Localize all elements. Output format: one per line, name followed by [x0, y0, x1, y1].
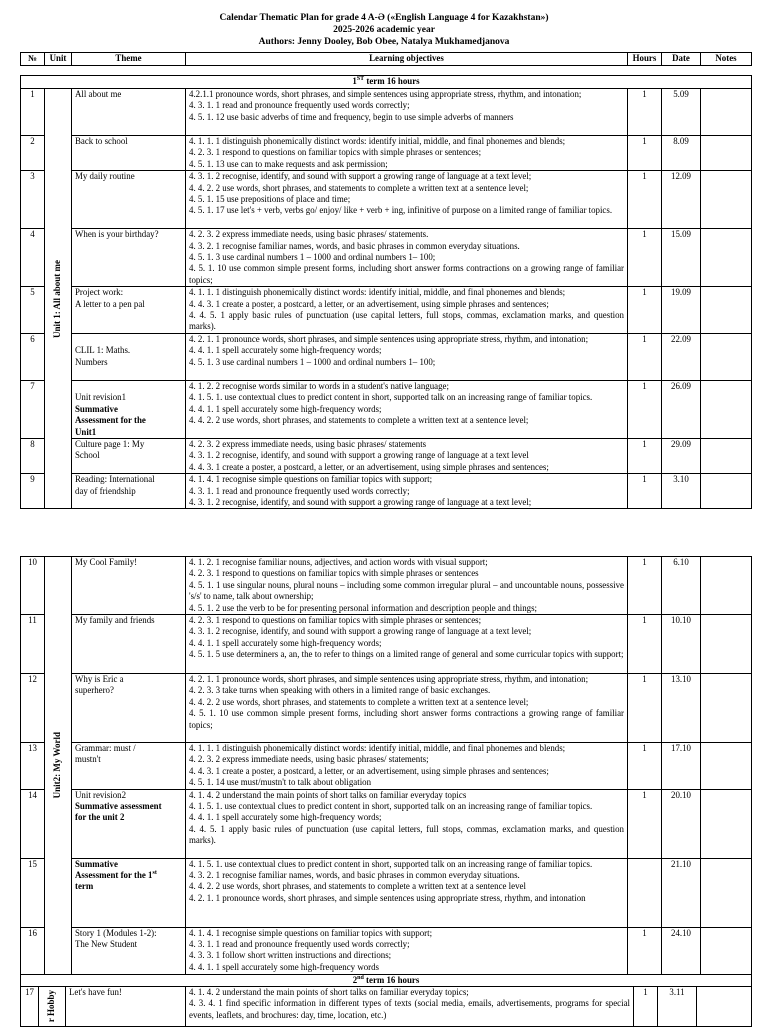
objective-item: 4. 3. 1. 2 recognise, identify, and sound with support a growing range of language at a text level;: [189, 496, 532, 507]
objective-item: 4. 4. 1. 1 spell accurately some high-frequency words;: [189, 403, 382, 414]
date-value: 12.09: [662, 171, 701, 229]
row-number: 16: [21, 927, 45, 974]
table-row: [21, 438, 752, 473]
table-row: [21, 171, 752, 229]
theme-line: Let's have fun!: [69, 987, 122, 997]
objective-item: 4. 3. 4. 1 find specific information in different types of texts (social media, emails, advertisements, programs for special events, leaflets, and brochures: day, time, location, etc.): [189, 998, 630, 1020]
objective-item: 4. 1. 1. 1 distinguish phonemically distinct words: identify initial, middle, and final phonemes and blends;: [189, 136, 566, 146]
unit-title: Unit2: My World: [52, 732, 63, 799]
date-value: 5.09: [662, 89, 701, 136]
lesson-theme: [72, 557, 186, 615]
lesson-theme: [72, 674, 186, 743]
theme-line: [75, 334, 182, 345]
objective-item: 4. 4. 3. 1 create a poster, a postcard, a letter, or an advertisement, using simple phrases and sentences;: [189, 461, 549, 472]
table-row: [21, 789, 752, 858]
notes-cell: [701, 333, 752, 380]
academic-year: 2025-2026 academic year: [333, 25, 435, 35]
objective-item: 4. 2. 1. 1 pronounce words, short phrases, and simple sentences using appropriate stress, rhythm, and intonation;: [189, 674, 589, 685]
theme-line: School: [75, 450, 100, 461]
objective-item: 4. 5. 1. 10 use common simple present forms, including short answer forms contractions a growing range of familiar topics;: [189, 708, 624, 730]
hours-value: [628, 858, 662, 927]
date-value: 20.10: [662, 789, 701, 858]
row-number: 13: [21, 743, 45, 790]
hours-value: 1: [628, 89, 662, 136]
term-banner-1: 1ST term 16 hours: [21, 76, 752, 89]
row-number: 6: [21, 333, 45, 380]
objective-item: 4. 1. 5. 1. use contextual clues to predict content in short, supported talk on an increasing range of familiar topics.: [189, 858, 593, 869]
theme-line: Unit revision1: [75, 392, 127, 403]
term-banner-2: 2nd term 16 hours: [21, 974, 752, 986]
objective-item: 4. 3. 1. 1 read and pronounce frequently used words correctly;: [189, 939, 410, 950]
objective-item: 4. 3. 1. 1 read and pronounce frequently used words correctly;: [189, 485, 410, 496]
table-row: [21, 927, 752, 974]
hours-value: 1: [628, 474, 662, 509]
hours-value: 1: [628, 615, 662, 674]
row-number: 2: [21, 136, 45, 171]
objective-item: 4. 5. 1. 3 use cardinal numbers 1 – 1000 and ordinal numbers 1– 100;: [189, 252, 436, 263]
lesson-theme: [72, 171, 186, 229]
objective-item: 4. 3. 1. 2 recognise, identify, and sound with support a growing range of language at a text level;: [189, 171, 532, 182]
learning-objectives: [186, 229, 628, 287]
objective-item: 4. 4. 5. 1 apply basic rules of punctuation (use capital letters, full stops, commas, exclamation marks, and question marks).: [189, 310, 624, 332]
hours-value: 1: [628, 674, 662, 743]
table-row: [21, 557, 752, 615]
theme-bold-line: Assessment for the: [75, 415, 146, 426]
table-row: [21, 615, 752, 674]
table-row: [21, 858, 752, 927]
objective-item: 4. 1. 4. 2 understand the main points of short talks on familiar everyday topics;: [189, 987, 469, 997]
row-number: 10: [21, 557, 45, 615]
learning-objectives: [186, 171, 628, 229]
objective-item: 4. 5. 1. 13 use can to make requests and ask permission;: [189, 158, 388, 169]
theme-bold-line: term: [75, 881, 94, 892]
row-number: 3: [21, 171, 45, 229]
notes-cell: [701, 858, 752, 927]
objective-item: 4. 4. 1. 1 spell accurately some high-frequency words: [189, 961, 380, 972]
objective-item: 4. 3. 1. 2 recognise, identify, and sound with support a growing range of language at a text level: [189, 450, 529, 461]
date-value: 8.09: [662, 136, 701, 171]
learning-objectives: [186, 136, 628, 171]
theme-bold-line: Assessment for the 1st: [75, 870, 157, 881]
notes-cell: [701, 474, 752, 509]
row-number: 4: [21, 229, 45, 287]
table-row: [21, 89, 752, 136]
theme-line: A letter to a pen pal: [75, 298, 145, 309]
learning-objectives: [186, 615, 628, 674]
objective-item: 4. 2. 3. 2 express immediate needs, using basic phrases/ statements.: [189, 229, 429, 240]
document-header: [0, 12, 768, 48]
learning-objectives: [186, 557, 628, 615]
col-header-notes: Notes: [701, 53, 752, 66]
notes-cell: [701, 229, 752, 287]
col-header-num: №: [21, 53, 45, 66]
objective-item: 4. 1. 5. 1. use contextual clues to predict content in short, supported talk on an increasing range of familiar topics.: [189, 801, 593, 812]
theme-line: When is your birthday?: [75, 229, 159, 240]
learning-objectives: [186, 743, 628, 790]
objective-item: 4. 5. 1. 5 use determiners a, an, the to refer to things on a limited range of general and some curricular topics with support;: [189, 649, 624, 660]
objective-item: 4. 1. 4. 1 recognise simple questions on familiar topics with support;: [189, 927, 433, 938]
objective-item: 4. 2. 1. 1 pronounce words, short phrases, and simple sentences using appropriate stress, rhythm, and intonation;: [189, 333, 589, 344]
row-number: 12: [21, 674, 45, 743]
notes-cell: [701, 674, 752, 743]
hours-value: 1: [628, 380, 662, 438]
table-row: [21, 987, 752, 1027]
objective-item: 4. 4. 2. 2 use words, short phrases, and statements to complete a written text at a sentence level: [189, 881, 526, 892]
notes-cell: [701, 380, 752, 438]
lesson-theme: [72, 287, 186, 334]
objective-item: 4. 2. 3. 3 take turns when speaking with others in a limited range of basic exchanges.: [189, 685, 491, 696]
hours-value: 1: [628, 171, 662, 229]
table-row: [21, 229, 752, 287]
theme-line: The New Student: [75, 939, 138, 950]
table-row: [21, 333, 752, 380]
learning-objectives: [186, 789, 628, 858]
hours-value: 1: [628, 789, 662, 858]
row-number: 9: [21, 474, 45, 509]
notes-cell: [701, 171, 752, 229]
theme-line: Why is Eric a: [75, 674, 124, 685]
lesson-theme: [72, 615, 186, 674]
theme-bold-line: Summative assessment: [75, 801, 162, 812]
date-value: 26.09: [662, 380, 701, 438]
objective-item: 4. 4. 2. 2 use words, short phrases, and statements to complete a written text at a sentence level;: [189, 696, 529, 707]
theme-line: Culture page 1: My: [75, 438, 145, 449]
date-value: 6.10: [662, 557, 701, 615]
learning-objectives: [186, 89, 628, 136]
learning-objectives: [186, 474, 628, 509]
table-row: [21, 674, 752, 743]
objective-item: 4. 4. 1. 1 spell accurately some high-frequency words;: [189, 345, 382, 356]
hours-value: 1: [634, 987, 658, 1027]
theme-line: day of friendship: [75, 485, 136, 496]
objective-item: 4. 5. 1. 12 use basic adverbs of time and frequency, begin to use simple adverbs of manners: [189, 111, 514, 122]
date-value: 15.09: [662, 229, 701, 287]
theme-line: Project work:: [75, 287, 124, 298]
theme-line: mustn't: [75, 754, 101, 765]
objective-item: 4. 3. 2. 1 recognise familiar names, words, and basic phrases in common everyday situations.: [189, 240, 520, 251]
date-value: 3.11: [658, 987, 697, 1027]
plan-title: Calendar Thematic Plan for grade 4 A-Ә («English Language 4 for Kazakhstan»): [219, 13, 549, 23]
objective-item: 4. 1. 5. 1. use contextual clues to predict content in short, supported talk on an increasing range of familiar topics.: [189, 392, 593, 403]
objective-item: 4. 2. 3. 2 express immediate needs, using basic phrases/ statements;: [189, 754, 429, 765]
lesson-theme: [72, 927, 186, 974]
theme-line: All about me: [75, 89, 122, 99]
learning-objectives: [186, 927, 628, 974]
notes-cell: [701, 615, 752, 674]
theme-line: [75, 381, 182, 392]
objective-item: 4. 4. 1. 1 spell accurately some high-frequency words;: [189, 812, 382, 823]
objective-item: 4. 1. 2. 1 recognise familiar nouns, adjectives, and action words with visual support;: [189, 557, 488, 567]
objective-item: 4. 1. 1. 1 distinguish phonemically distinct words: identify initial, middle, and final phonemes and blends;: [189, 287, 566, 298]
date-value: 13.10: [662, 674, 701, 743]
objective-item: 4. 4. 2. 2 use words, short phrases, and statements to complete a written text at a sentence level;: [189, 182, 529, 193]
objective-item: 4. 5. 1. 10 use common simple present forms, including short answer forms contractions on a growing range of familiar topics;: [189, 263, 624, 285]
theme-line: superhero?: [75, 685, 114, 696]
objective-item: 4. 4. 3. 1 create a poster, a postcard, a letter, or an advertisement, using simple phrases and sentences;: [189, 298, 549, 309]
lesson-theme: [72, 89, 186, 136]
unit-title: Unit 1: All about me: [52, 259, 63, 338]
theme-bold-line: Unit1: [75, 426, 97, 437]
lesson-theme: [72, 474, 186, 509]
date-value: 17.10: [662, 743, 701, 790]
hours-value: 1: [628, 557, 662, 615]
notes-cell: [701, 136, 752, 171]
theme-line: My Cool Family!: [75, 557, 138, 567]
objective-item: 4.2.1.1 pronounce words, short phrases, and simple sentences using appropriate stress, rhythm, and intonation;: [189, 89, 582, 99]
date-value: 10.10: [662, 615, 701, 674]
table-row: [21, 380, 752, 438]
date-value: 21.10: [662, 858, 701, 927]
objective-item: 4. 3. 1. 2 recognise, identify, and sound with support a growing range of language at a text level;: [189, 626, 532, 637]
col-header-hours: Hours: [628, 53, 662, 66]
lesson-theme: [72, 743, 186, 790]
plan-table-term1: [20, 52, 752, 509]
objective-item: 4. 5. 1. 2 use the verb to be for presenting personal information and description people and things;: [189, 602, 538, 613]
theme-line: CLIL 1: Maths.: [75, 345, 131, 356]
objective-item: 4. 5. 1. 3 use cardinal numbers 1 – 1000 and ordinal numbers 1– 100;: [189, 356, 436, 367]
theme-line: My daily routine: [75, 171, 135, 182]
objective-item: 4. 2. 3. 1 respond to questions on familiar topics with simple phrases or sentences: [189, 568, 479, 579]
lesson-theme: [72, 789, 186, 858]
objective-item: 4. 1. 1. 1 distinguish phonemically distinct words: identify initial, middle, and final phonemes and blends;: [189, 743, 566, 754]
objective-item: 4. 3. 3. 1 follow short written instructions and directions;: [189, 950, 392, 961]
objective-item: 4. 3. 1. 1 read and pronounce frequently used words correctly;: [189, 100, 410, 111]
theme-line: My family and friends: [75, 615, 155, 626]
notes-cell: [701, 438, 752, 473]
hours-value: 1: [628, 333, 662, 380]
theme-bold-line: Summative: [75, 858, 118, 869]
lesson-theme: [66, 987, 186, 1027]
unit-title: r Hobby: [46, 990, 57, 1023]
date-value: 24.10: [662, 927, 701, 974]
hours-value: 1: [628, 229, 662, 287]
unit-label: [45, 89, 72, 509]
table-row: [21, 136, 752, 171]
col-header-unit: Unit: [45, 53, 72, 66]
row-number: 11: [21, 615, 45, 674]
row-number: 5: [21, 287, 45, 334]
learning-objectives: [186, 287, 628, 334]
objective-item: 4. 3. 2. 1 recognise familiar names, words, and basic phrases in common everyday situations.: [189, 870, 520, 881]
notes-cell: [701, 557, 752, 615]
lesson-theme: [72, 380, 186, 438]
learning-objectives: [186, 380, 628, 438]
table-row: [21, 287, 752, 334]
learning-objectives: [186, 438, 628, 473]
hours-value: 1: [628, 927, 662, 974]
lesson-theme: [72, 136, 186, 171]
date-value: 22.09: [662, 333, 701, 380]
row-number: 7: [21, 380, 45, 438]
lesson-theme: [72, 858, 186, 927]
learning-objectives: [186, 987, 634, 1027]
theme-line: Grammar: must /: [75, 743, 136, 754]
row-number: 15: [21, 858, 45, 927]
notes-cell: [701, 287, 752, 334]
objective-item: 4. 2. 3. 2 express immediate needs, using basic phrases/ statements: [189, 438, 427, 449]
objective-item: 4. 5. 1. 15 use prepositions of place and time;: [189, 194, 351, 205]
notes-cell: [701, 743, 752, 790]
col-header-date: Date: [662, 53, 701, 66]
row-number: 17: [21, 987, 39, 1027]
col-header-theme: Theme: [72, 53, 186, 66]
theme-line: Unit revision2: [75, 789, 127, 800]
row-number: 14: [21, 789, 45, 858]
theme-bold-line: Summative: [75, 403, 118, 414]
theme-line: Reading: International: [75, 474, 155, 485]
row-number: 8: [21, 438, 45, 473]
lesson-theme: [72, 438, 186, 473]
row-number: 1: [21, 89, 45, 136]
objective-item: 4. 5. 1. 1 use singular nouns, plural nouns – including some common irregular plural – and uncountable nouns, possessive 's/s' to name, talk about ownership;: [189, 579, 624, 602]
date-value: 29.09: [662, 438, 701, 473]
objective-item: 4. 5. 1. 17 use let's + verb, verbs go/ enjoy/ like + verb + ing, infinitive of purpose on a limited range of familiar topics.: [189, 205, 613, 216]
unit-label: [45, 557, 72, 975]
objective-item: 4. 5. 1. 14 use must/mustn't to talk about obligation: [189, 777, 372, 788]
plan-table-term2: [20, 986, 752, 1027]
notes-cell: [701, 789, 752, 858]
hours-value: 1: [628, 287, 662, 334]
hours-value: 1: [628, 438, 662, 473]
lesson-theme: [72, 333, 186, 380]
hours-value: 1: [628, 136, 662, 171]
table-row: [21, 474, 752, 509]
learning-objectives: [186, 674, 628, 743]
authors-line: Authors: Jenny Dooley, Bob Obee, Natalya Mukhamedjanova: [258, 37, 510, 47]
col-header-objectives: Learning objectives: [186, 53, 628, 66]
objective-item: 4. 4. 1. 1 spell accurately some high-frequency words;: [189, 637, 382, 648]
lesson-theme: [72, 229, 186, 287]
date-value: 3.10: [662, 474, 701, 509]
objective-item: 4. 4. 3. 1 create a poster, a postcard, a letter, or an advertisement, using simple phrases and sentences;: [189, 765, 549, 776]
hours-value: 1: [628, 743, 662, 790]
objective-item: 4. 2. 3. 1 respond to questions on familiar topics with simple phrases or sentences;: [189, 147, 482, 158]
objective-item: 4. 4. 2. 2 use words, short phrases, and statements to complete a written text at a sentence level;: [189, 415, 529, 426]
theme-line: Numbers: [75, 356, 108, 367]
theme-bold-line: for the unit 2: [75, 812, 125, 823]
objective-item: 4. 2. 3. 1 respond to questions on familiar topics with simple phrases or sentences;: [189, 615, 482, 626]
plan-table-term1-continued: [20, 556, 752, 987]
learning-objectives: [186, 333, 628, 380]
table-row: [21, 743, 752, 790]
objective-item: 4. 1. 4. 2 understand the main points of short talks on familiar everyday topics: [189, 789, 467, 800]
notes-cell: [697, 987, 752, 1027]
objective-item: 4. 2. 1. 1 pronounce words, short phrases, and simple sentences using appropriate stress, rhythm, and intonation: [189, 892, 586, 903]
notes-cell: [701, 927, 752, 974]
objective-item: 4. 1. 2. 2 recognise words similar to words in a student's native language;: [189, 380, 449, 391]
learning-objectives: [186, 858, 628, 927]
theme-line: Back to school: [75, 136, 128, 146]
objective-item: 4. 4. 5. 1 apply basic rules of punctuation (use capital letters, full stops, commas, exclamation marks, and question marks).: [189, 823, 624, 846]
objective-item: 4. 1. 4. 1 recognise simple questions on familiar topics with support;: [189, 474, 433, 485]
unit-label: [39, 987, 66, 1027]
notes-cell: [701, 89, 752, 136]
theme-line: Story 1 (Modules 1-2):: [75, 927, 157, 938]
date-value: 19.09: [662, 287, 701, 334]
